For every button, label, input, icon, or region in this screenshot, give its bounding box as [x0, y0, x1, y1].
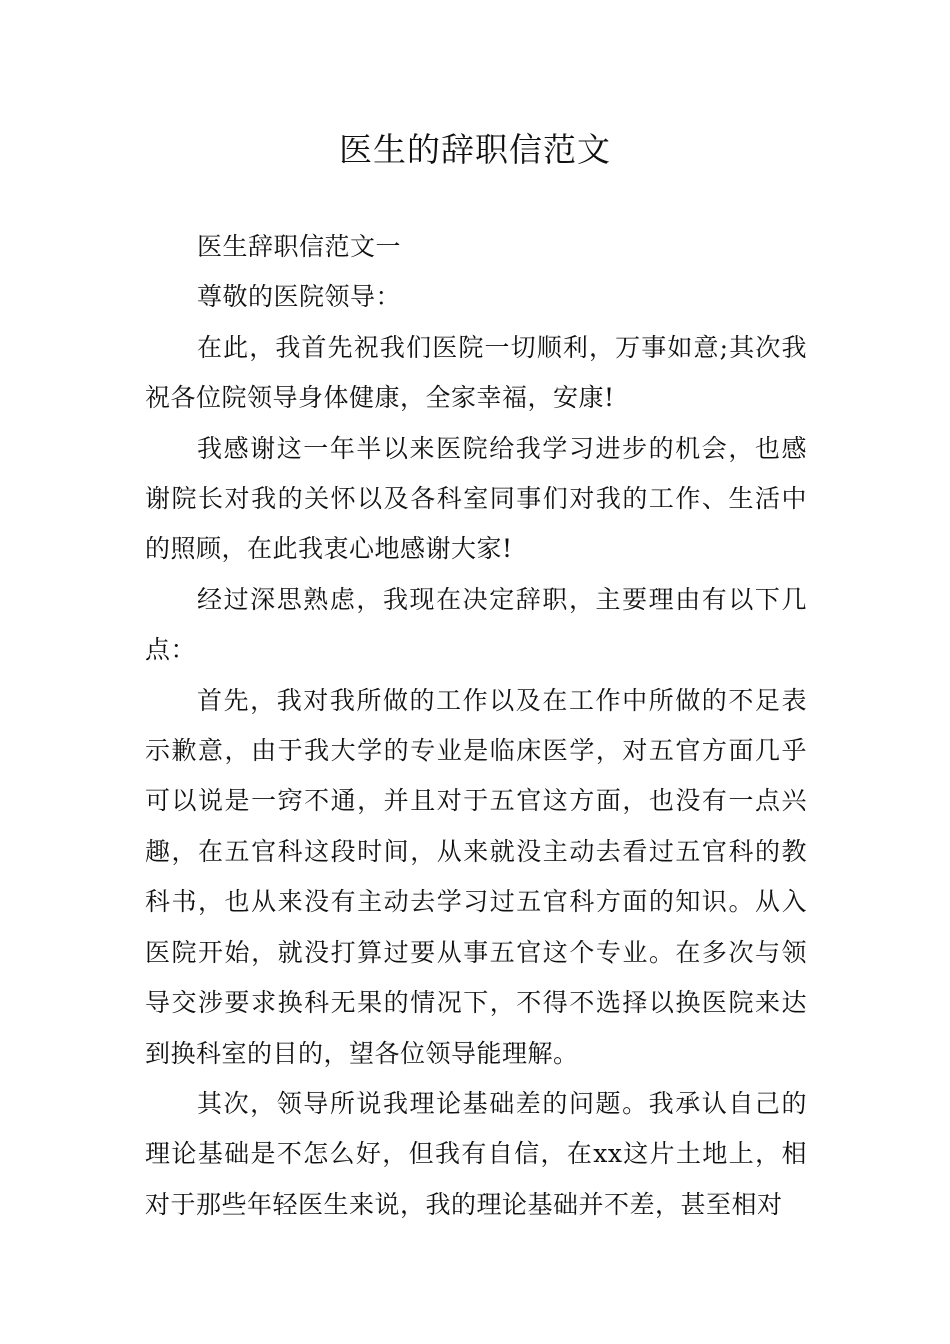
paragraph-reason-two: 其次，领导所说我理论基础差的问题。我承认自己的理论基础是不怎么好，但我有自信，在xx这片土地上，相对于那些年轻医生来说，我的理论基础并不差，甚至相对 — [145, 1088, 807, 1219]
document-body — [145, 222, 807, 1230]
paragraph-decision: 经过深思熟虑，我现在决定辞职，主要理由有以下几点： — [145, 584, 807, 665]
paragraph-greeting: 在此，我首先祝我们医院一切顺利，万事如意;其次我祝各位院领导身体健康，全家幸福，安康! — [145, 332, 807, 413]
paragraph-thanks: 我感谢这一年半以来医院给我学习进步的机会，也感谢院长对我的关怀以及各科室同事们对我的工作、生活中的照顾，在此我衷心地感谢大家! — [145, 433, 807, 564]
document-title: 医生的辞职信范文 — [339, 130, 611, 169]
paragraph-reason-one: 首先，我对我所做的工作以及在工作中所做的不足表示歉意，由于我大学的专业是临床医学，对五官方面几乎可以说是一窍不通，并且对于五官这方面，也没有一点兴趣，在五官科这段时间，从来就没主动去看过五官科的教科书，也从来没有主动去学习过五官科方面的知识。从入医院开始，就没打算过要从事五官这个专业。在多次与领导交涉要求换科无果的情况下，不得不选择以换医院来达到换科室的目的，望各位领导能理解。 — [145, 685, 807, 1068]
paragraph-salutation: 尊敬的医院领导： — [197, 282, 402, 312]
paragraph-subtitle: 医生辞职信范文一 — [197, 232, 402, 261]
